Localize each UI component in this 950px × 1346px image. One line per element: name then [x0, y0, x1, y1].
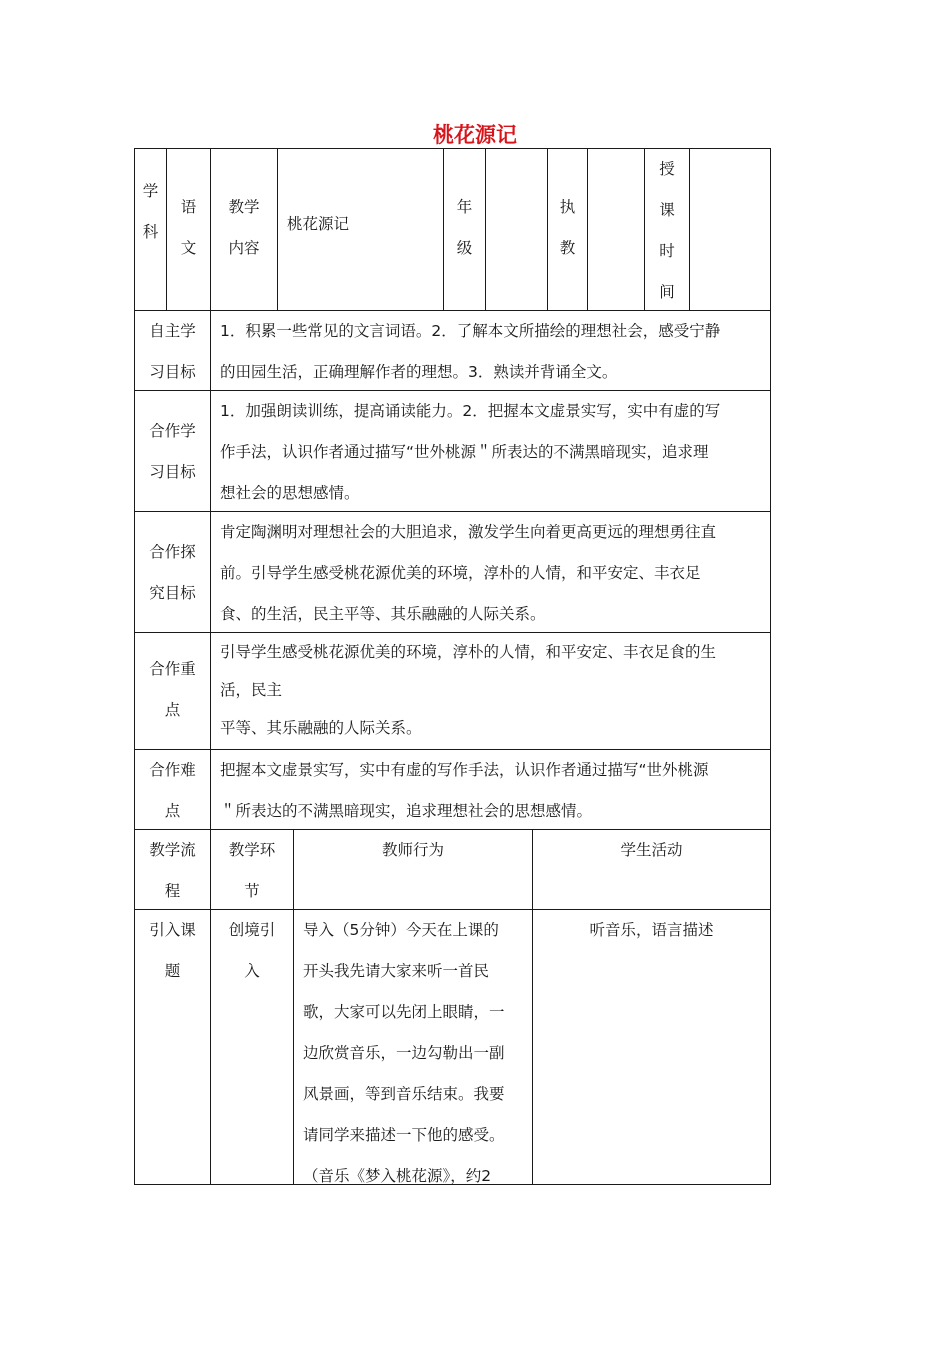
objective-label-1: 合作探	[149, 543, 196, 561]
process-header-step	[210, 829, 294, 910]
objective-content-cell	[210, 511, 771, 633]
objective-label-cell	[134, 749, 211, 830]
grade-label-cell	[443, 148, 486, 311]
grade-value-cell	[485, 148, 548, 311]
teacher-line: 请同学来描述一下他的感受。	[303, 1126, 505, 1144]
process-step-2: 入	[244, 962, 260, 980]
grade-label-2: 级	[456, 239, 473, 257]
objective-content-cell	[210, 632, 771, 750]
content-label-1: 教学	[228, 198, 260, 216]
objective-line: 把握本文虚景实写，实中有虚的写作手法，认识作者通过描写“世外桃源	[220, 761, 709, 779]
objective-line: 1．积累一些常见的文言词语。2．了解本文所描绘的理想社会，感受宁静	[220, 322, 721, 340]
process-student-cell	[532, 909, 771, 1185]
objective-label-2: 点	[164, 701, 181, 719]
objective-label-1: 合作难	[149, 761, 196, 779]
process-flow-2: 题	[164, 962, 181, 980]
process-header-student	[532, 829, 771, 910]
objective-label-2: 习目标	[149, 463, 196, 481]
process-header-flow-1: 教学流	[149, 841, 196, 859]
objective-label-cell	[134, 511, 211, 633]
process-header-teacher-label: 教师行为	[381, 841, 444, 859]
process-header-flow	[134, 829, 211, 910]
student-activity: 听音乐，语言描述	[589, 921, 714, 939]
teacher-line: 开头我先请大家来听一首民	[303, 962, 490, 980]
time-label-2: 课	[659, 201, 675, 219]
teacher-line: 边欣赏音乐，一边勾勒出一副	[303, 1044, 505, 1062]
subject-label-1: 学	[142, 182, 159, 200]
process-flow-1: 引入课	[149, 921, 196, 939]
process-header-step-2: 节	[244, 882, 260, 900]
teacher-label-2: 教	[559, 239, 576, 257]
objective-label-1: 合作学	[149, 422, 196, 440]
objective-line: 1．加强朗读训练，提高诵读能力。2．把握本文虚景实写，实中有虚的写	[220, 402, 721, 420]
content-label-2: 内容	[228, 239, 260, 257]
objective-label-cell	[134, 632, 211, 750]
objective-content-cell	[210, 749, 771, 830]
process-header-student-label: 学生活动	[620, 841, 683, 859]
process-step-cell	[210, 909, 294, 1185]
objective-line: 作手法，认识作者通过描写“世外桃源＂所表达的不满黑暗现实，追求理	[220, 443, 709, 461]
time-label-4: 间	[659, 283, 675, 301]
teacher-line: 风景画，等到音乐结束。我要	[303, 1085, 505, 1103]
teacher-value-cell	[587, 148, 645, 311]
subject-label-2: 科	[142, 223, 159, 241]
time-label-cell	[644, 148, 690, 311]
objective-label-1: 自主学	[149, 322, 196, 340]
objective-line: 前。引导学生感受桃花源优美的环境，淳朴的人情，和平安定、丰衣足	[220, 564, 701, 582]
content-value: 桃花源记	[287, 215, 350, 233]
objective-content-cell	[210, 310, 771, 391]
process-step-1: 创境引	[228, 921, 276, 939]
process-flow-cell	[134, 909, 211, 1185]
teacher-line: （音乐《梦入桃花源》，约2	[303, 1167, 492, 1185]
subject-value-2: 文	[180, 239, 197, 257]
subject-value-1: 语	[180, 198, 197, 216]
time-label-1: 授	[659, 160, 675, 178]
process-header-teacher	[293, 829, 533, 910]
objective-label-cell	[134, 310, 211, 391]
page-title: 桃花源记	[433, 123, 517, 147]
process-header-flow-2: 程	[164, 882, 181, 900]
grade-label-1: 年	[456, 198, 473, 216]
objective-line: 引导学生感受桃花源优美的环境，淳朴的人情，和平安定、丰衣足食的生	[220, 643, 717, 661]
objective-line: ＂所表达的不满黑暗现实，追求理想社会的思想感情。	[220, 802, 593, 820]
content-label-cell	[210, 148, 278, 311]
subject-label-cell	[134, 148, 167, 311]
objective-line: 活，民主	[220, 681, 283, 699]
objective-label-2: 习目标	[149, 363, 196, 381]
objective-label-1: 合作重	[149, 660, 196, 678]
objective-line: 食、的生活，民主平等、其乐融融的人际关系。	[220, 605, 546, 623]
time-value-cell	[689, 148, 771, 311]
teacher-label-1: 执	[559, 198, 576, 216]
content-value-cell	[277, 148, 444, 311]
objective-label-2: 点	[164, 802, 181, 820]
objective-label-2: 究目标	[149, 584, 196, 602]
teacher-label-cell	[547, 148, 588, 311]
process-header-step-1: 教学环	[228, 841, 276, 859]
objective-line: 的田园生活，正确理解作者的理想。3．熟读并背诵全文。	[220, 363, 618, 381]
objective-line: 肯定陶渊明对理想社会的大胆追求，激发学生向着更高更远的理想勇往直	[220, 523, 717, 541]
objective-label-cell	[134, 390, 211, 512]
time-label-3: 时	[659, 242, 675, 260]
objective-content-cell	[210, 390, 771, 512]
teacher-line: 导入（5分钟）今天在上课的	[303, 921, 499, 939]
objective-line: 想社会的思想感情。	[220, 484, 360, 502]
process-teacher-cell	[293, 909, 533, 1185]
objective-line: 平等、其乐融融的人际关系。	[220, 719, 422, 737]
subject-value-cell	[166, 148, 211, 311]
teacher-line: 歌，大家可以先闭上眼睛，一	[303, 1003, 505, 1021]
